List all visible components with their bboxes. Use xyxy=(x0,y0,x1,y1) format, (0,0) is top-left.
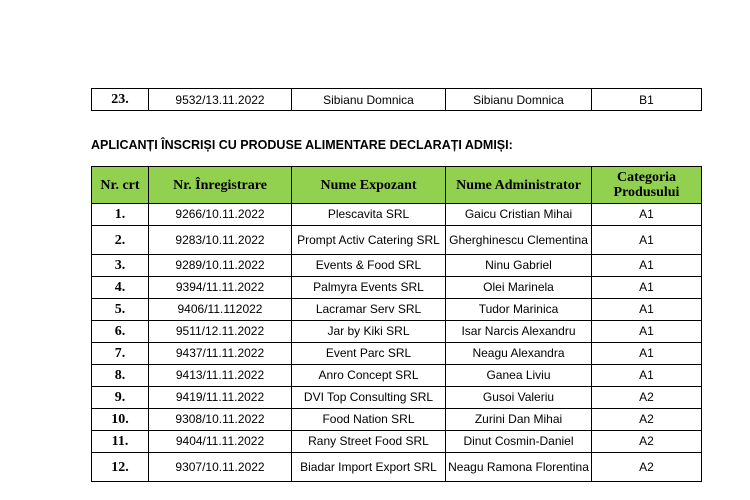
exhibitor-cell: Food Nation SRL xyxy=(292,409,446,431)
registration-cell: 9283/10.11.2022 xyxy=(149,226,292,255)
category-cell: A1 xyxy=(592,343,702,365)
table-row xyxy=(92,277,702,299)
row-number: 8. xyxy=(92,365,149,387)
category-cell: A1 xyxy=(592,321,702,343)
category-cell: A1 xyxy=(592,226,702,255)
row-number: 6. xyxy=(92,321,149,343)
administrator-cell: Ganea Liviu xyxy=(446,365,592,387)
exhibitor-cell: Sibianu Domnica xyxy=(292,89,446,111)
table-row xyxy=(92,387,702,409)
header-nr: Nr. crt xyxy=(92,167,149,204)
row-number: 11. xyxy=(92,431,149,453)
exhibitor-cell: Event Parc SRL xyxy=(292,343,446,365)
exhibitor-cell: Plescavita SRL xyxy=(292,204,446,226)
registration-cell: 9413/11.11.2022 xyxy=(149,365,292,387)
exhibitor-cell: Anro Concept SRL xyxy=(292,365,446,387)
exhibitor-cell: Jar by Kiki SRL xyxy=(292,321,446,343)
table-row xyxy=(92,453,702,482)
row-number: 2. xyxy=(92,226,149,255)
administrator-cell: Gusoi Valeriu xyxy=(446,387,592,409)
registration-cell: 9406/11.112022 xyxy=(149,299,292,321)
table-row xyxy=(92,204,702,226)
administrator-cell: Isar Narcis Alexandru xyxy=(446,321,592,343)
registration-cell: 9307/10.11.2022 xyxy=(149,453,292,482)
table-row xyxy=(92,299,702,321)
row-number: 23. xyxy=(92,89,149,111)
registration-cell: 9437/11.11.2022 xyxy=(149,343,292,365)
row-number: 3. xyxy=(92,255,149,277)
admitted-applicants-table xyxy=(91,166,702,482)
table-row xyxy=(92,89,702,111)
table-row xyxy=(92,226,702,255)
category-cell: A2 xyxy=(592,431,702,453)
administrator-cell: Zurini Dan Mihai xyxy=(446,409,592,431)
exhibitor-cell: Lacramar Serv SRL xyxy=(292,299,446,321)
exhibitor-cell: Prompt Activ Catering SRL xyxy=(292,226,446,255)
row-number: 4. xyxy=(92,277,149,299)
administrator-cell: Gaicu Cristian Mihai xyxy=(446,204,592,226)
row-number: 5. xyxy=(92,299,149,321)
registration-cell: 9532/13.11.2022 xyxy=(149,89,292,111)
exhibitor-cell: Rany Street Food SRL xyxy=(292,431,446,453)
row-number: 12. xyxy=(92,453,149,482)
administrator-cell: Neagu Ramona Florentina xyxy=(446,453,592,482)
category-cell: A2 xyxy=(592,453,702,482)
header-exhibitor: Nume Expozant xyxy=(292,167,446,204)
administrator-cell: Sibianu Domnica xyxy=(446,89,592,111)
row-number: 1. xyxy=(92,204,149,226)
category-cell: A1 xyxy=(592,365,702,387)
table-row xyxy=(92,431,702,453)
administrator-cell: Olei Marinela xyxy=(446,277,592,299)
administrator-cell: Neagu Alexandra xyxy=(446,343,592,365)
administrator-cell: Gherghinescu Clementina xyxy=(446,226,592,255)
category-cell: B1 xyxy=(592,89,702,111)
table-header-row xyxy=(92,167,702,204)
administrator-cell: Ninu Gabriel xyxy=(446,255,592,277)
exhibitor-cell: DVI Top Consulting SRL xyxy=(292,387,446,409)
registration-cell: 9404/11.11.2022 xyxy=(149,431,292,453)
table-row xyxy=(92,255,702,277)
table-row xyxy=(92,365,702,387)
category-cell: A1 xyxy=(592,277,702,299)
row-number: 10. xyxy=(92,409,149,431)
table-row xyxy=(92,409,702,431)
administrator-cell: Tudor Marinica xyxy=(446,299,592,321)
header-registration: Nr. Înregistrare xyxy=(149,167,292,204)
header-category: Categoria Produsului xyxy=(592,167,702,204)
registration-cell: 9308/10.11.2022 xyxy=(149,409,292,431)
category-cell: A1 xyxy=(592,204,702,226)
table-row xyxy=(92,343,702,365)
exhibitor-cell: Palmyra Events SRL xyxy=(292,277,446,299)
category-cell: A2 xyxy=(592,409,702,431)
table-row xyxy=(92,321,702,343)
registration-cell: 9266/10.11.2022 xyxy=(149,204,292,226)
administrator-cell: Dinut Cosmin-Daniel xyxy=(446,431,592,453)
registration-cell: 9419/11.11.2022 xyxy=(149,387,292,409)
exhibitor-cell: Events & Food SRL xyxy=(292,255,446,277)
category-cell: A1 xyxy=(592,255,702,277)
row-number: 7. xyxy=(92,343,149,365)
registration-cell: 9511/12.11.2022 xyxy=(149,321,292,343)
previous-table xyxy=(91,88,702,111)
header-administrator: Nume Administrator xyxy=(446,167,592,204)
registration-cell: 9394/11.11.2022 xyxy=(149,277,292,299)
row-number: 9. xyxy=(92,387,149,409)
registration-cell: 9289/10.11.2022 xyxy=(149,255,292,277)
category-cell: A2 xyxy=(592,387,702,409)
category-cell: A1 xyxy=(592,299,702,321)
exhibitor-cell: Biadar Import Export SRL xyxy=(292,453,446,482)
section-title: APLICANȚI ÎNSCRIȘI CU PRODUSE ALIMENTARE DECLARAȚI ADMIȘI: xyxy=(91,138,513,152)
